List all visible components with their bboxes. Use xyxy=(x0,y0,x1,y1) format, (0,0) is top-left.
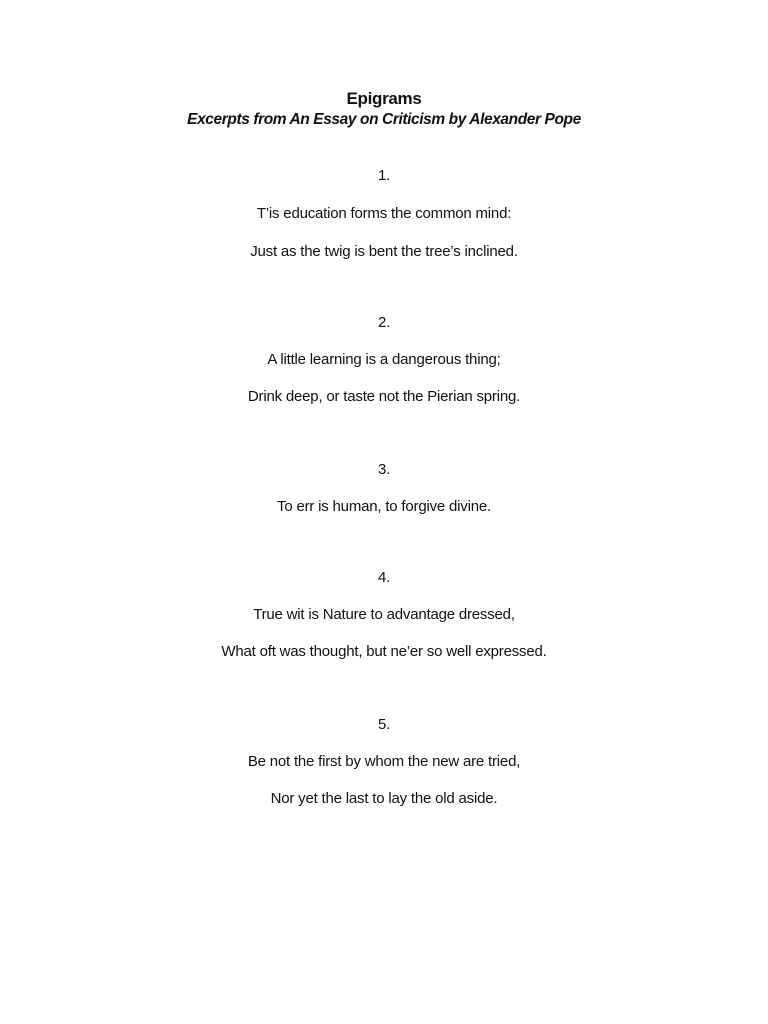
page-subtitle: Excerpts from An Essay on Criticism by Alexander Pope xyxy=(187,111,581,128)
epigram-line: Be not the first by whom the new are tried, xyxy=(247,753,521,770)
epigram-number: 2. xyxy=(377,314,391,331)
epigram-line: To err is human, to forgive divine. xyxy=(277,498,491,515)
epigram-line: Drink deep, or taste not the Pierian spring. xyxy=(247,388,521,405)
epigram-number: 5. xyxy=(377,716,391,733)
epigram-line: Just as the twig is bent the tree’s inclined. xyxy=(250,243,518,260)
epigram-line: Nor yet the last to lay the old aside. xyxy=(270,790,498,807)
epigram-line: A little learning is a dangerous thing; xyxy=(267,351,501,368)
page-title: Epigrams xyxy=(346,89,422,108)
epigram-number: 4. xyxy=(377,569,391,586)
epigram-line: What oft was thought, but ne’er so well expressed. xyxy=(221,643,547,660)
epigram-line: True wit is Nature to advantage dressed, xyxy=(253,606,515,623)
epigram-number: 3. xyxy=(377,461,391,478)
epigram-number: 1. xyxy=(377,167,391,184)
epigram-line: T’is education forms the common mind: xyxy=(256,205,512,222)
